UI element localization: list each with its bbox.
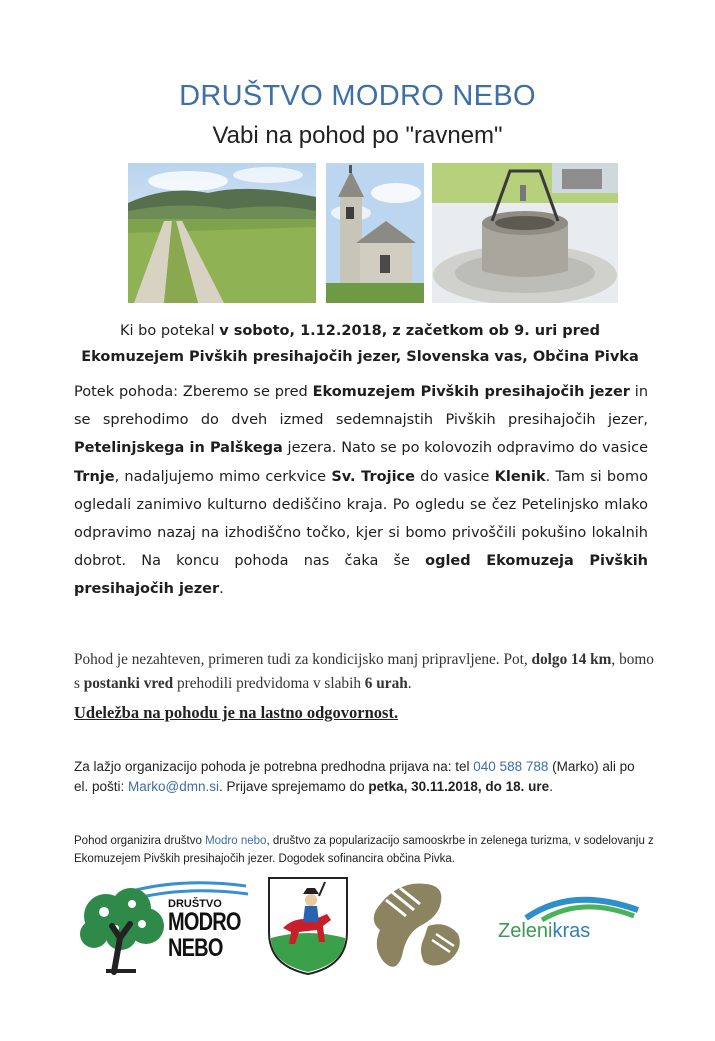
logo-word-drustvo: DRUŠTVO <box>168 898 222 910</box>
page-title: DRUŠTVO MODRO NEBO <box>179 80 536 112</box>
photo-meadow-road <box>128 163 316 303</box>
logo-word-modro: MODRO <box>168 908 241 936</box>
event-intro: Ki bo potekal v soboto, 1.12.2018, z začetkom ob 9. uri pred Ekomuzejem Pivških presihajočih jezer, Slovenska vas, Občina Pivka <box>81 323 639 365</box>
zeleni-kras-logo <box>492 892 652 952</box>
registration-info: Za lažjo organizacijo pohoda je potrebna predhodna prijava na: tel 040 588 788 (Marko) ali po el. pošti: Marko@dmn.si. Prijave sprejemamo do petka, 30.11.2018, do 18. ure. <box>74 759 635 794</box>
pivka-coat-of-arms-logo <box>265 876 351 976</box>
photo-church <box>326 163 424 303</box>
responsibility-notice: Udeležba na pohodu je na lastno odgovornost. <box>74 703 399 722</box>
organizer-info: Pohod organizira društvo Modro nebo, društvo za popularizacijo samooskrbe in zelenega turizma, v sodelovanju z Ekomuzejem Pivških presihajočih jezer. Dogodek sofinancira občina Pivka. <box>74 835 654 865</box>
email-link[interactable]: Marko@dmn.si <box>128 779 220 794</box>
logo-word-nebo: NEBO <box>168 934 223 962</box>
route-description: Potek pohoda: Zberemo se pred Ekomuzejem Pivških presihajočih jezer in se sprehodimo do dveh izmed sedemnajstih Pivških presihajočih jezer, Petelinjskega in Palškega jezera. Nato se po kolovozih odpravimo do vasice Trnje, nadaljujemo mimo cerkvice Sv. Trojice do vasice Klenik. Tam si bomo ogledali zanimivo kulturno dediščino kraja. Po ogledu se čez Petelinjsko mlako odpravimo nazaj na izhodiščno točko, kjer si bomo privoščili pokušino lokalnih dobrot. Na koncu pohoda nas čaka še ogled Ekomuzeja Pivških presihajočih jezer. <box>74 384 649 598</box>
photo-stone-well <box>432 163 618 303</box>
phone-number[interactable]: 040 588 788 <box>473 759 549 774</box>
page-subtitle: Vabi na pohod po "ravnem" <box>212 122 503 149</box>
ekomuzej-footprint-logo <box>366 870 472 982</box>
modro-nebo-logo <box>76 876 256 976</box>
zeleni-kras-wordmark: Zelenikras <box>498 920 591 942</box>
difficulty-info: Pohod je nezahteven, primeren tudi za kondicijsko manj pripravljene. Pot, dolgo 14 km, bomo s postanki vred prehodili predvidoma v slabih 6 urah. <box>74 651 654 692</box>
